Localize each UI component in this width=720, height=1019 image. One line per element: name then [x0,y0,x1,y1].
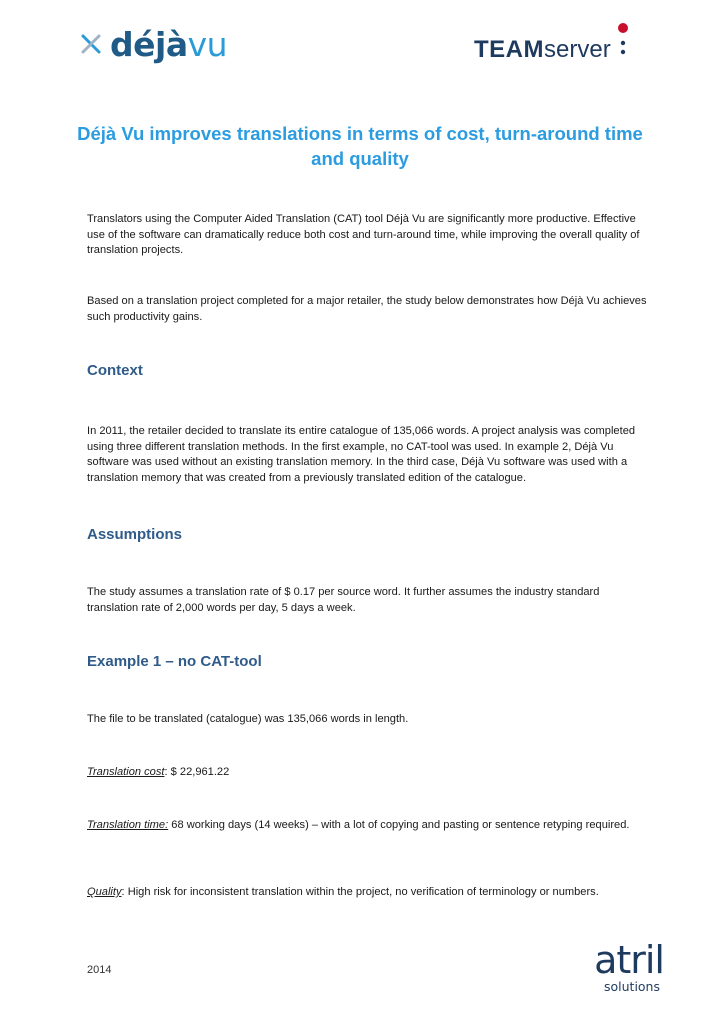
intro-paragraph: Translators using the Computer Aided Translation (CAT) tool Déjà Vu are significantly more productive. Effective use of the software can dramatically reduce both cost and turn-around time, while improving the overall quality of translation projects. [87,213,640,256]
quality-label: Quality [87,886,122,898]
example1-paragraph: The file to be translated (catalogue) was 135,066 words in length. [87,713,409,725]
translation-time-line [87,818,647,834]
context-paragraph: In 2011, the retailer decided to translate its entire catalogue of 135,066 words. A project analysis was completed using three different translation methods. In the first example, no CAT-tool was used. In example 2, Déjà Vu software was used without an existing translation memory. In the third case, Déjà Vu software was used with a translation memory that was created from a previously translated edition of the catalogue. [87,425,636,484]
dejavu-logo-part1: déjà [110,24,188,64]
footer-year: 2014 [87,964,112,976]
translation-cost-label: Translation cost [87,766,165,778]
page-title: Déjà Vu improves translations in terms of cost, turn-around time and quality [77,123,643,169]
quality-value: : High risk for inconsistent translation within the project, no verification of terminology or numbers. [121,886,599,898]
teamserver-logo-part2: server [544,36,611,63]
section-heading-context: Context [87,362,143,379]
quality-line [87,885,647,901]
atril-logo-main: atril [594,938,664,982]
intro-paragraph: Based on a translation project completed for a major retailer, the study below demonstrates how Déjà Vu achieves such productivity gains. [87,295,647,323]
section-heading-example1: Example 1 – no CAT-tool [87,653,262,670]
translation-cost-line [87,765,647,781]
x-mark-icon [80,33,102,55]
teamserver-logo [474,20,631,64]
atril-logo [574,940,664,994]
translation-time-label: Translation time: [87,819,169,831]
dots-icon [615,20,631,60]
teamserver-logo-part1: TEAM [474,36,544,63]
dejavu-logo-part2: vu [187,24,228,64]
translation-cost-value: : $ 22,961.22 [164,766,230,778]
atril-logo-sub: solutions [603,979,660,994]
translation-time-value: 68 working days (14 weeks) – with a lot of copying and pasting or sentence retyping required. [168,819,630,831]
section-heading-assumptions: Assumptions [87,526,183,543]
dejavu-logo [80,24,227,64]
assumptions-paragraph: The study assumes a translation rate of $ 0.17 per source word. It further assumes the industry standard translation rate of 2,000 words per day, 5 days a week. [87,586,600,614]
